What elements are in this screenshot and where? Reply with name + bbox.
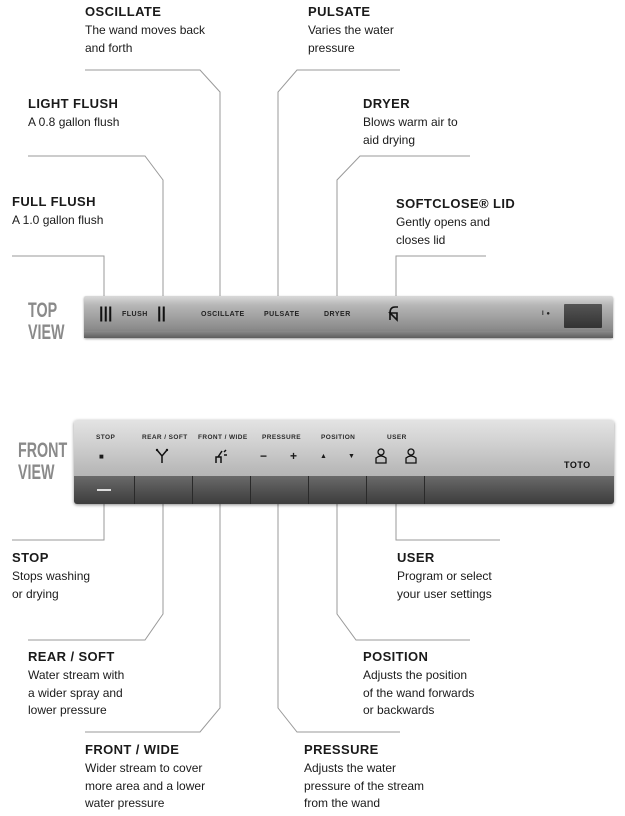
callout-desc: Adjusts the position of the wand forwards or backwards [363, 668, 475, 717]
callout-title: DRYER [363, 96, 411, 111]
callout-oscillate [85, 4, 205, 57]
rear-soft-icon [154, 447, 170, 465]
top-dryer-label: DRYER [324, 311, 351, 318]
callout-title: USER [397, 550, 435, 565]
callout-full-flush [12, 194, 103, 230]
header-rear-soft: REAR / SOFT [142, 434, 188, 441]
callout-desc: Varies the water pressure [308, 23, 394, 55]
user-1-icon[interactable] [374, 447, 388, 465]
callout-front-wide [85, 742, 205, 813]
pressure-plus-button[interactable]: + [290, 449, 298, 463]
position-down-button[interactable]: ▼ [348, 453, 355, 460]
full-flush-icon: ||| [99, 305, 113, 322]
callout-desc: Wider stream to cover more area and a lower water pressure [85, 761, 206, 810]
callout-title: FRONT / WIDE [85, 742, 180, 757]
strip-divider [366, 476, 367, 504]
top-indicator: I ● [542, 311, 551, 317]
top-panel-strip [84, 331, 613, 338]
front-view-label: FRONT VIEW [18, 439, 68, 484]
callout-title: SOFTCLOSE® LID [396, 196, 516, 211]
callout-title: PULSATE [308, 4, 371, 19]
callout-pulsate [308, 4, 394, 57]
header-position: POSITION [321, 434, 356, 441]
strip-divider [250, 476, 251, 504]
callout-title: REAR / SOFT [28, 649, 115, 664]
callout-title: PRESSURE [304, 742, 379, 757]
callout-title: OSCILLATE [85, 4, 162, 19]
callout-position [363, 649, 474, 720]
callout-stop [12, 550, 90, 603]
top-view-panel [84, 296, 613, 338]
callout-desc: Gently opens and closes lid [396, 215, 491, 247]
callout-title: LIGHT FLUSH [28, 96, 119, 111]
front-button-strip [74, 476, 614, 504]
front-wide-icon [212, 447, 228, 465]
user-2-icon[interactable] [404, 447, 418, 465]
callout-softclose [396, 196, 515, 249]
pressure-minus-button[interactable]: − [260, 449, 268, 463]
callout-rear-soft [28, 649, 124, 720]
softclose-lid-icon [387, 304, 401, 322]
line-full-flush [12, 256, 104, 300]
header-user: USER [387, 434, 407, 441]
top-pulsate-label: PULSATE [264, 311, 300, 318]
callout-desc: A 0.8 gallon flush [28, 115, 120, 129]
strip-divider [134, 476, 135, 504]
callout-light-flush [28, 96, 119, 132]
callout-desc: Program or select your user settings [397, 569, 492, 601]
callout-dryer [363, 96, 458, 149]
header-front-wide: FRONT / WIDE [198, 434, 248, 441]
header-pressure: PRESSURE [262, 434, 301, 441]
callout-desc: Stops washing or drying [12, 569, 91, 601]
header-stop: STOP [96, 434, 116, 441]
callout-desc: Water stream with a wider spray and lower pressure [28, 668, 125, 717]
strip-divider [192, 476, 193, 504]
top-view-label: TOP VIEW [28, 299, 65, 344]
callout-pressure [304, 742, 424, 813]
stop-led [97, 489, 111, 491]
callout-desc: Adjusts the water pressure of the stream from the wand [304, 761, 425, 810]
position-up-button[interactable]: ▲ [320, 453, 327, 460]
sensor-window [564, 304, 602, 328]
callout-user [397, 550, 492, 603]
stop-square-icon: ■ [99, 452, 104, 461]
callout-desc: The wand moves back and forth [85, 23, 206, 55]
top-flush-label: FLUSH [122, 311, 148, 318]
strip-divider [424, 476, 425, 504]
callout-desc: A 1.0 gallon flush [12, 213, 104, 227]
toto-logo: TOTO [564, 460, 591, 470]
top-oscillate-label: OSCILLATE [201, 311, 245, 318]
callout-title: STOP [12, 550, 49, 565]
front-view-panel [74, 420, 614, 504]
strip-divider [308, 476, 309, 504]
callout-desc: Blows warm air to aid drying [363, 115, 458, 147]
callout-title: POSITION [363, 649, 429, 664]
line-softclose [396, 256, 486, 300]
callout-title: FULL FLUSH [12, 194, 96, 209]
light-flush-icon: || [157, 305, 166, 322]
